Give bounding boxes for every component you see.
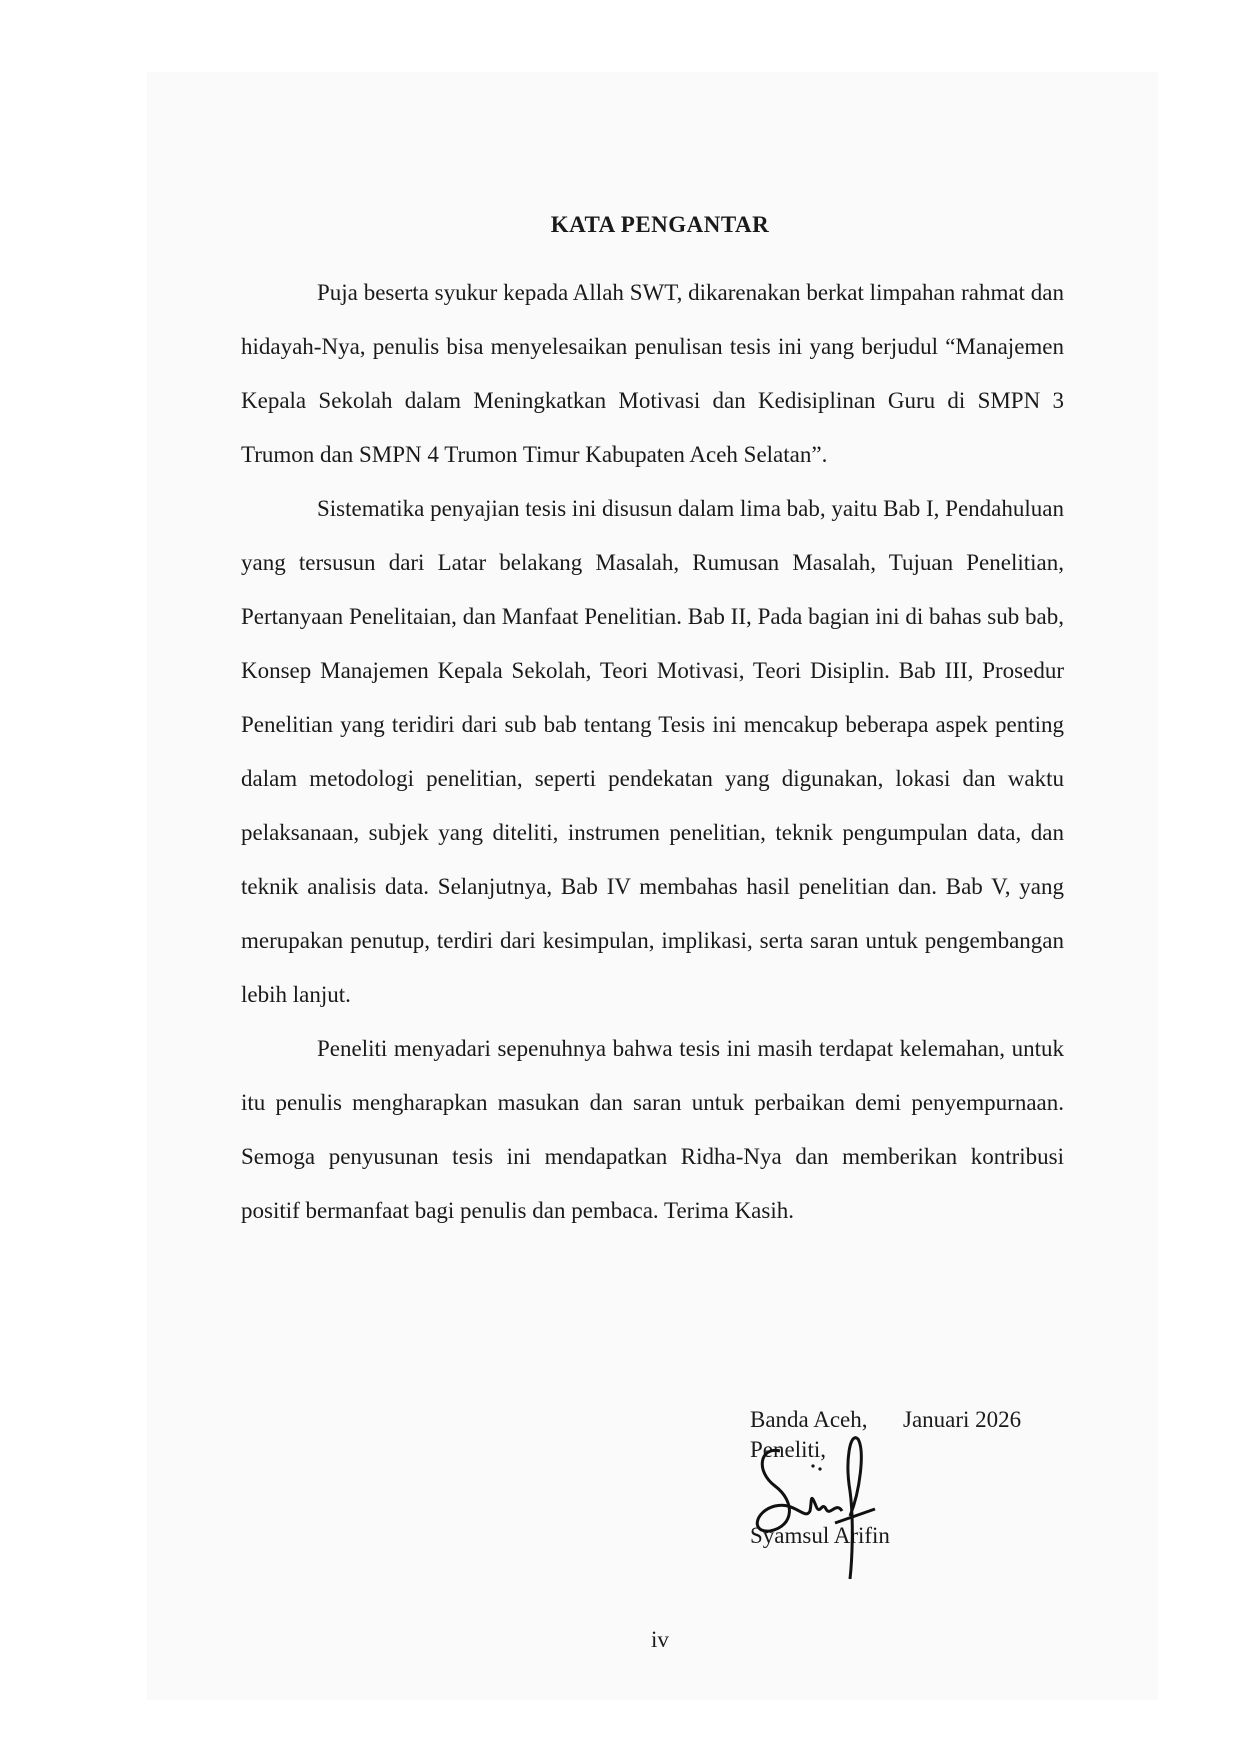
signature-name: Syamsul Arifin	[750, 1523, 890, 1548]
page-title: KATA PENGANTAR	[550, 212, 770, 237]
paragraph-2: Sistematika penyajian tesis ini disusun dalam lima bab, yaitu Bab I, Pendahuluan yang tersusun dari Latar belakang Masalah, Rumusan Masalah, Tujuan Penelitian, Pertanyaan Penelitaian, dan Manfaat Penelitian. Bab II, Pada bagian ini di bahas sub bab, Konsep Manajemen Kepala Sekolah, Teori Motivasi, Teori Disiplin. Bab III, Prosedur Penelitian yang teridiri dari sub bab tentang Tesis ini mencakup beberapa aspek penting dalam metodologi penelitian, seperti pendekatan yang digunakan, lokasi dan waktu pelaksanaan, subjek yang diteliti, instrumen penelitian, teknik pengumpulan data, dan teknik analisis data. Selanjutnya, Bab IV membahas hasil penelitian dan. Bab V, yang merupakan penutup, terdiri dari kesimpulan, implikasi, serta saran untuk pengembangan lebih lanjut.	[241, 496, 1064, 1007]
page-number: iv	[651, 1627, 669, 1652]
signature-role: Peneliti,	[750, 1437, 827, 1462]
paragraph-1: Puja beserta syukur kepada Allah SWT, dikarenakan berkat limpahan rahmat dan hidayah-Nya, penulis bisa menyelesaikan penulisan tesis ini yang berjudul “Manajemen Kepala Sekolah dalam Meningkatkan Motivasi dan Kedisiplinan Guru di SMPN 3 Trumon dan SMPN 4 Trumon Timur Kabupaten Aceh Selatan”.	[241, 280, 1064, 467]
signature-block	[750, 1405, 1021, 1551]
signature-date: Januari 2026	[903, 1407, 1022, 1432]
document-body	[241, 266, 1064, 1238]
paragraph-3: Peneliti menyadari sepenuhnya bahwa tesis ini masih terdapat kelemahan, untuk itu penulis mengharapkan masukan dan saran untuk perbaikan demi penyempurnaan. Semoga penyusunan tesis ini mendapatkan Ridha-Nya dan memberikan kontribusi positif bermanfaat bagi penulis dan pembaca. Terima Kasih.	[241, 1036, 1064, 1223]
document-page	[147, 72, 1158, 1700]
signature-place: Banda Aceh,	[750, 1407, 868, 1432]
